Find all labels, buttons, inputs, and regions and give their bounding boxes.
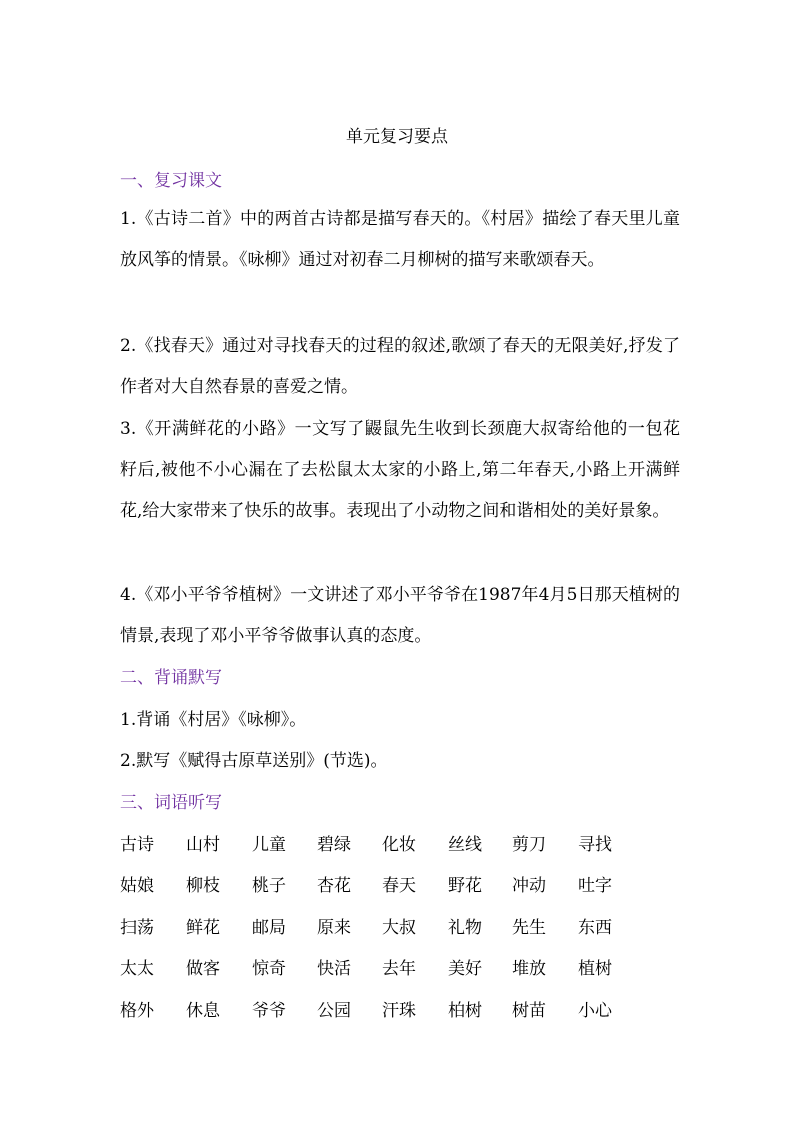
vocab-word: 春天	[382, 876, 416, 896]
vocab-word: 桃子	[252, 876, 286, 896]
section-heading-word-dictation: 三、词语听写	[120, 793, 222, 813]
vocab-word: 做客	[186, 959, 220, 979]
vocab-word: 堆放	[512, 959, 546, 979]
page-title: 单元复习要点	[346, 127, 448, 147]
vocab-word: 野花	[448, 876, 482, 896]
vocab-word: 古诗	[120, 835, 154, 855]
recite-item-1: 1.背诵《村居》《咏柳》。	[120, 710, 307, 730]
vocab-word: 冲动	[512, 876, 546, 896]
recite-item-2: 2.默写《赋得古原草送别》(节选)。	[120, 751, 388, 771]
vocab-word: 公园	[317, 1001, 351, 1021]
vocab-word: 化妆	[382, 835, 416, 855]
vocab-word: 杏花	[317, 876, 351, 896]
vocab-word: 植树	[578, 959, 612, 979]
vocab-word: 树苗	[512, 1001, 546, 1021]
vocab-word: 礼物	[448, 918, 482, 938]
vocab-word: 汗珠	[382, 1001, 416, 1021]
vocab-word: 邮局	[252, 918, 286, 938]
vocab-word: 惊奇	[252, 959, 286, 979]
section-heading-recite-dictate: 二、背诵默写	[120, 668, 222, 688]
review-item-1: 1.《古诗二首》中的两首古诗都是描写春天的。《村居》描绘了春天里儿童放风筝的情景。《咏柳》通过对初春二月柳树的描写来歌颂春天。	[120, 209, 680, 270]
vocab-word: 柏树	[448, 1001, 482, 1021]
review-item-3: 3.《开满鲜花的小路》一文写了鼹鼠先生收到长颈鹿大叔寄给他的一包花籽后,被他不小心漏在了去松鼠太太家的小路上,第二年春天,小路上开满鲜花,给大家带来了快乐的故事。表现出了小动物之间和谐相处的美好景象。	[120, 419, 680, 521]
vocab-word: 太太	[120, 959, 154, 979]
vocab-word: 剪刀	[512, 835, 546, 855]
vocab-word: 原来	[317, 918, 351, 938]
vocab-word: 去年	[382, 959, 416, 979]
vocab-word: 姑娘	[120, 876, 154, 896]
vocab-word: 小心	[578, 1001, 612, 1021]
vocab-word: 鲜花	[186, 918, 220, 938]
vocab-word: 快活	[317, 959, 351, 979]
vocab-word: 大叔	[382, 918, 416, 938]
vocab-word: 儿童	[252, 835, 286, 855]
section-heading-review-texts: 一、复习课文	[120, 171, 222, 191]
vocab-word: 柳枝	[186, 876, 220, 896]
vocab-word: 先生	[512, 918, 546, 938]
vocab-word: 爷爷	[252, 1001, 286, 1021]
vocab-word: 东西	[578, 918, 612, 938]
vocab-word: 碧绿	[317, 835, 351, 855]
vocab-word: 格外	[120, 1001, 154, 1021]
review-item-4: 4.《邓小平爷爷植树》一文讲述了邓小平爷爷在1987年4月5日那天植树的情景,表现了邓小平爷爷做事认真的态度。	[120, 585, 680, 646]
vocab-word: 吐字	[578, 876, 612, 896]
vocab-word: 山村	[186, 835, 220, 855]
vocab-word: 扫荡	[120, 918, 154, 938]
vocab-word: 丝线	[448, 835, 482, 855]
vocab-word: 寻找	[578, 835, 612, 855]
vocab-word: 美好	[448, 959, 482, 979]
vocab-word: 休息	[186, 1001, 220, 1021]
review-item-2: 2.《找春天》通过对寻找春天的过程的叙述,歌颂了春天的无限美好,抒发了作者对大自然春景的喜爱之情。	[120, 336, 680, 397]
